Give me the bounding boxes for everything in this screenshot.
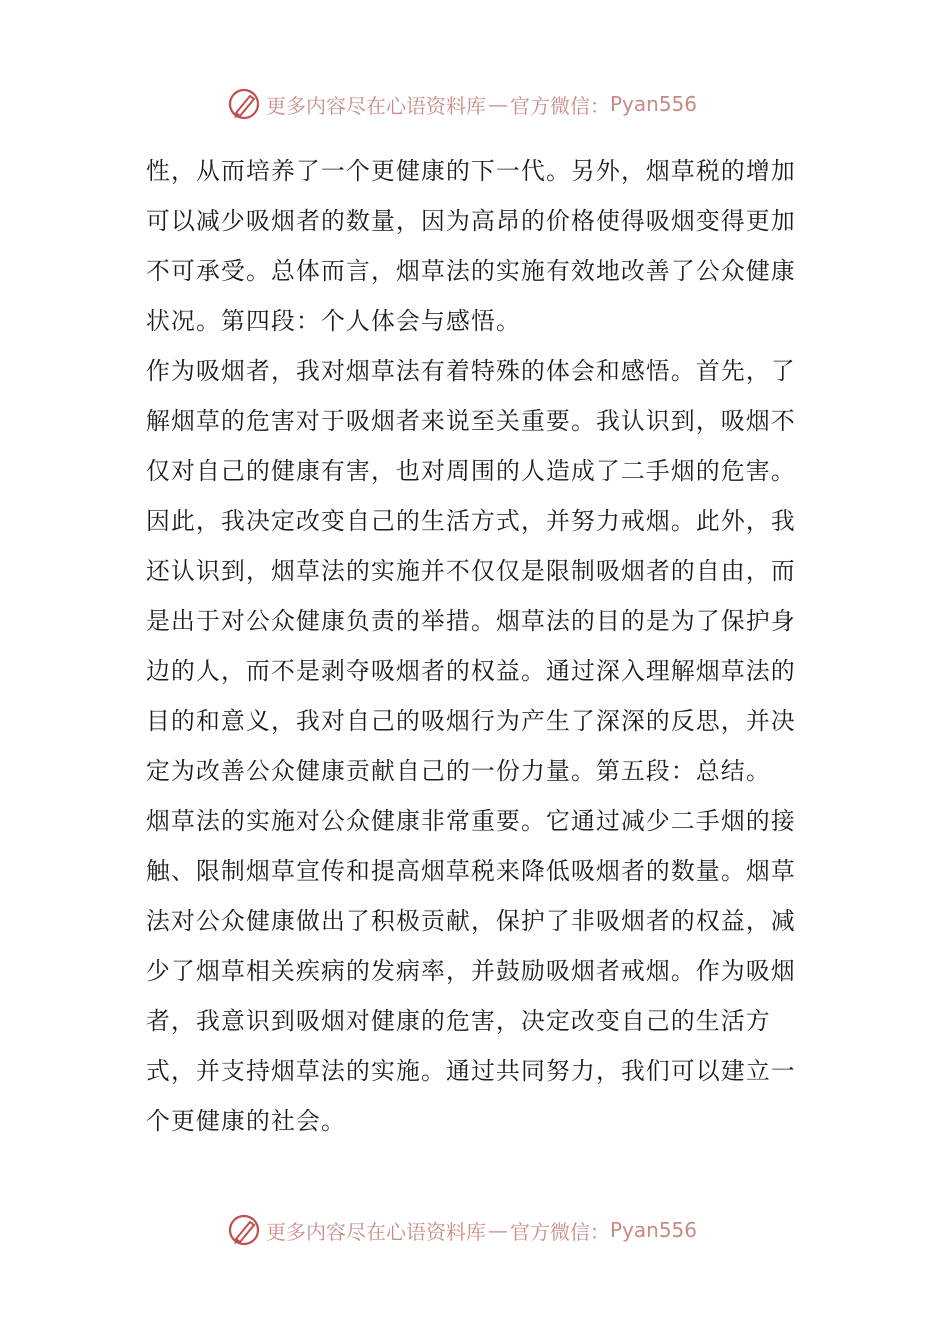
wechat-id: Pyan556 bbox=[610, 1218, 698, 1242]
paragraph-2: 作为吸烟者，我对烟草法有着特殊的体会和感悟。首先，了解烟草的危害对于吸烟者来说至关重要。我认识到，吸烟不仅对自己的健康有害，也对周围的人造成了二手烟的危害。因此，我决定改变自己的生活方式，并努力戒烟。此外，我还认识到，烟草法的实施并不仅仅是限制吸烟者的自由，而是出于对公众健康负责的举措。烟草法的目的是为了保护身边的人，而不是剥夺吸烟者的权益。通过深入理解烟草法的目的和意义，我对自己的吸烟行为产生了深深的反思，并决定为改善公众健康贡献自己的一份力量。第五段：总结。 bbox=[146, 357, 796, 785]
banner-text: 更多内容尽在心语资料库 bbox=[266, 93, 486, 118]
pen-logo-icon bbox=[226, 86, 262, 122]
wechat-label: 官方微信： bbox=[510, 1219, 610, 1244]
pen-logo-icon bbox=[226, 1212, 262, 1248]
wechat-label: 官方微信： bbox=[510, 93, 610, 118]
header-banner bbox=[226, 84, 697, 124]
wechat-id: Pyan556 bbox=[610, 92, 698, 116]
banner-text: 更多内容尽在心语资料库 bbox=[266, 1219, 486, 1244]
document-body bbox=[146, 146, 806, 1146]
footer-banner bbox=[226, 1210, 697, 1250]
paragraph-1: 性，从而培养了一个更健康的下一代。另外，烟草税的增加可以减少吸烟者的数量，因为高昂的价格使得吸烟变得更加不可承受。总体而言，烟草法的实施有效地改善了公众健康状况。第四段：个人体会与感悟。 bbox=[146, 157, 796, 335]
banner-dash: — bbox=[488, 92, 508, 116]
banner-dash: — bbox=[488, 1218, 508, 1242]
paragraph-3: 烟草法的实施对公众健康非常重要。它通过减少二手烟的接触、限制烟草宣传和提高烟草税来降低吸烟者的数量。烟草法对公众健康做出了积极贡献，保护了非吸烟者的权益，减少了烟草相关疾病的发病率，并鼓励吸烟者戒烟。作为吸烟者，我意识到吸烟对健康的危害，决定改变自己的生活方式，并支持烟草法的实施。通过共同努力，我们可以建立一个更健康的社会。 bbox=[146, 807, 796, 1135]
